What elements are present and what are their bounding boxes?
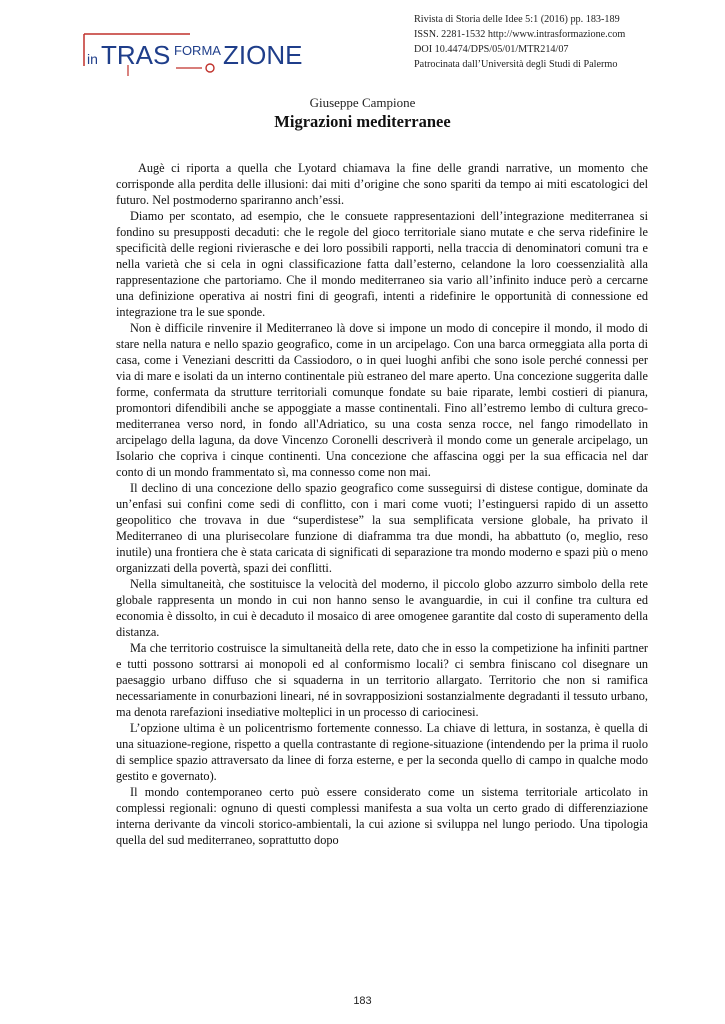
journal-line: Patrocinata dall’Università degli Studi di Palermo xyxy=(414,59,618,70)
logo-zione: ZIONE xyxy=(223,40,303,70)
paragraph: Ma che territorio costruisce la simultaneità della rete, dato che in esso la competizione ha infiniti partner e tutti possono sottrarsi ai monopoli ed al conformismo locali? ci sembra finiscano col disegnare un paesaggio urbano diffuso che si squaderna in un territorio allargato. Territorio che non si ramifica necessariamente in conurbazioni lineari, né in sovrapposizioni sostanzialmente degradanti il tessuto urbano, ma denota rarefazioni insediative molteplici in un processo di cariocinesi. xyxy=(116,641,648,719)
logo-in: in xyxy=(87,51,98,67)
paragraph: Nella simultaneità, che sostituisce la velocità del moderno, il piccolo globo azzurro simbolo della rete globale rappresenta un mondo in cui non hanno senso le avanguardie, in cui il confine tra cultura ed economia è dissolto, in cui è decaduto il mosaico di aree omogenee garantite dal costo di superamento della distanza. xyxy=(116,577,648,639)
paragraph: Diamo per scontato, ad esempio, che le consuete rappresentazioni dell’integrazione mediterranea si fondino su presupposti decaduti: che le regole del gioco territoriale siano mutate e che serva ridefinire le specificità delle regioni rivierasche e dei loro possibili rapporti, nella traccia di denominatori comuni tra e nella varietà che si cela in ogni classificazione fatta dall’esterno, celandone la loro coessenzialità alla rappresentazione che partoriamo. Che il mondo mediterraneo sia vario all’infinito induce però a cercarne una definizione operativa ai nostri fini di geografi, intenti a ridefinire le opportunità di connessione ed integrazione tra le sue sponde. xyxy=(116,209,648,319)
logo-tras: TRAS xyxy=(101,40,171,70)
logo-forma: FORMA xyxy=(174,43,221,58)
journal-line: DOI 10.4474/DPS/05/01/MTR214/07 xyxy=(414,44,569,55)
logo-ring-icon xyxy=(206,64,214,72)
journal-logo xyxy=(80,24,310,80)
article-body xyxy=(116,160,648,848)
journal-info xyxy=(414,12,714,72)
intrasformazione-logo-icon xyxy=(80,24,310,80)
article-author: Giuseppe Campione xyxy=(309,95,416,110)
paragraph: Augè ci riporta a quella che Lyotard chiamava la fine delle grandi narrative, un momento che corrisponde alla perdita delle illusioni: dai miti d’origine che sono spariti da tempo ai miti escatologici del futuro. Nel postmoderno spariranno anch’essi. xyxy=(116,161,648,207)
paragraph: L’opzione ultima è un policentrismo fortemente connesso. La chiave di lettura, in sostanza, è quella di una situazione-regione, rispetto a quella contrastante di regione-situazione (intendendo per la prima il ruolo di semplice spazio attraversato da linee di forza esterne, e per la seconda quello di campo in qualche modo gestito e governato). xyxy=(116,721,648,783)
journal-line: ISSN. 2281-1532 http://www.intrasformazione.com xyxy=(414,29,626,40)
paragraph: Il declino di una concezione dello spazio geografico come susseguirsi di distese contigue, dominate da un’enfasi sui confini come sedi di conflitto, con i mari come vuoti; l’estinguersi rapido di un assetto geopolitico che trovava in due “superdistese” la sua semplificata versione globale, ha privato il Mediterraneo di una plurisecolare funzione di diaframma tra due mondi, ha abbattuto (o, meglio, reso inutile) una frontiera che è stata caricata di significati di separazione tra mondo moderno e spazi più o meno organizzati della povertà, spazi dei conflitti. xyxy=(116,481,648,575)
paragraph: Il mondo contemporaneo certo può essere considerato come un sistema territoriale articolato in complessi regionali: ognuno di questi complessi manifesta a sua volta un certo grado di differenziazione interna derivante da vincoli storico-ambientali, la cui azione si sviluppa nel lungo periodo. Una tipologia quella del sud mediterraneo, soprattutto dopo xyxy=(116,785,648,847)
journal-line: Rivista di Storia delle Idee 5:1 (2016) pp. 183-189 xyxy=(414,14,620,25)
article-title: Migrazioni mediterranee xyxy=(274,112,451,131)
paragraph: Non è difficile rinvenire il Mediterraneo là dove si impone un modo di concepire il mondo, il modo di stare nella natura e nello spazio geografico, come in un arcipelago. Con una barca ormeggiata alla porta di casa, come i Veneziani descritti da Cassiodoro, o in quei luoghi anfibi che sono isole perché connessi per via di mare e isolati da un interno continentale più estraneo del mare aperto. Una concezione suggerita dalle forme, confermata da strutture territoriali comunque fondate su baie riparate, lembi costieri di pianura, promontori difendibili anche se appoggiate a masse continentali. Fino all’estremo lembo di cultura greco-mediterranea verso nord, in fondo all'Adriatico, su una costa senza rocce, nel fango rimodellato in arcipelago della laguna, da dove Vincenzo Coronelli descriverà il mondo come un generale arcipelago, un Isolario che copriva i cinque continenti. Una concezione che affascina oggi per la sua efficacia nel dar conto di un mondo frammentato sì, ma connesso come non mai. xyxy=(116,321,648,479)
page-number: 183 xyxy=(353,995,372,1007)
